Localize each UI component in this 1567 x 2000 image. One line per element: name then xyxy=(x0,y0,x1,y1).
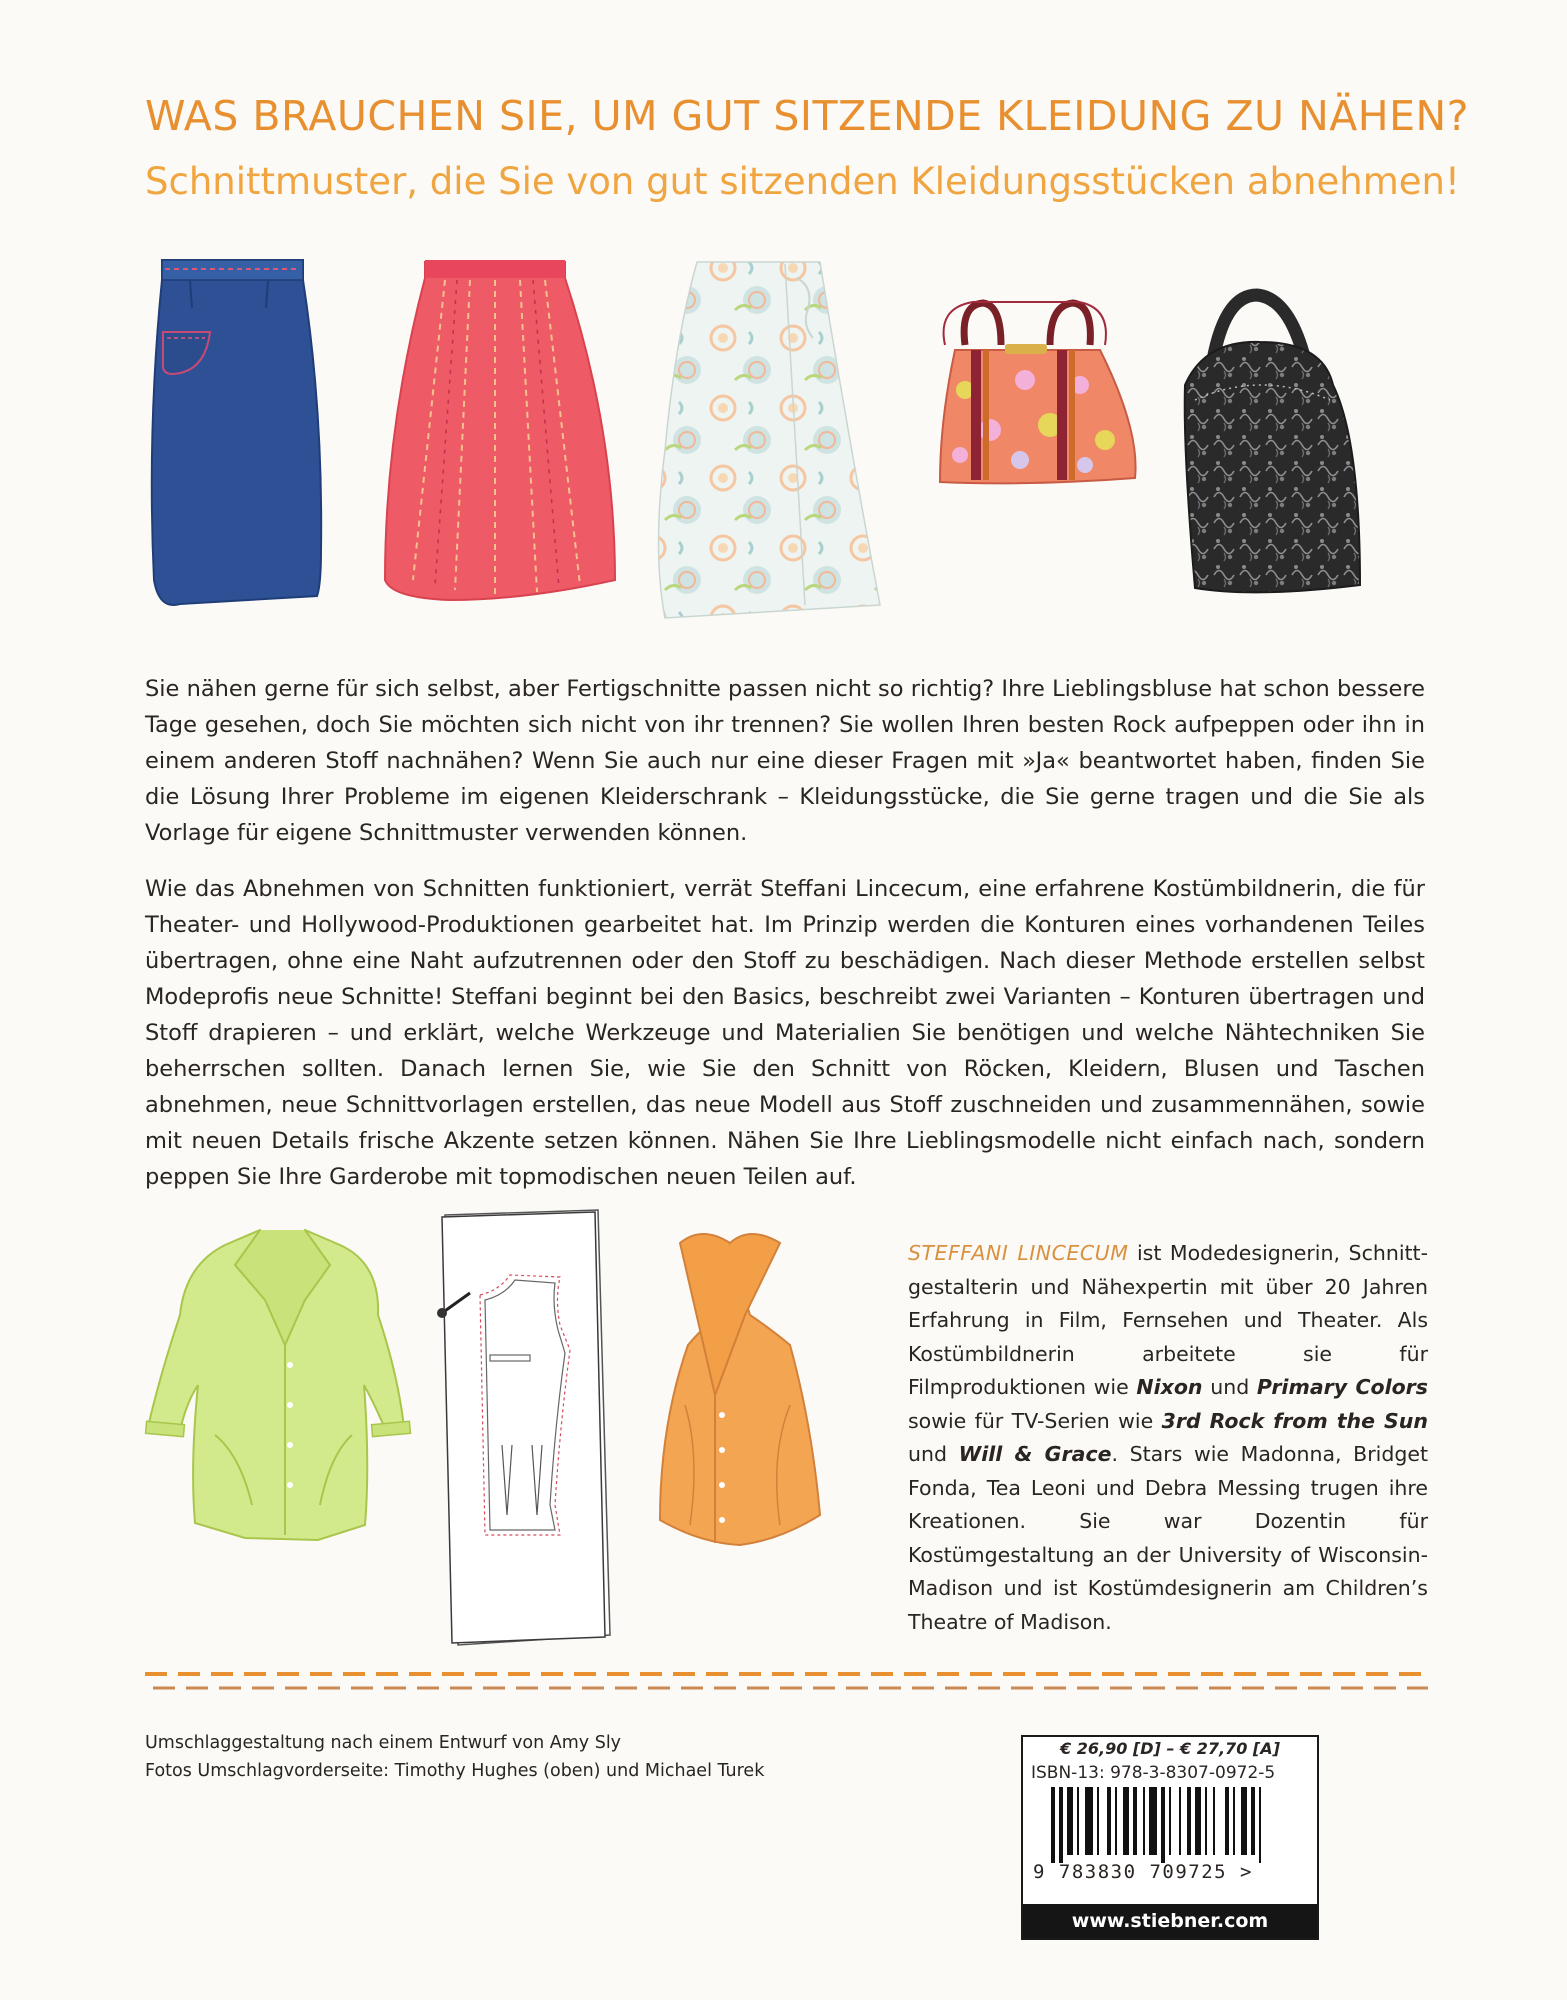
bio-text: und xyxy=(1202,1375,1257,1399)
author-bio xyxy=(908,1237,1428,1639)
barcode-bar xyxy=(1251,1787,1255,1855)
barcode-bar xyxy=(1179,1787,1181,1855)
bio-text: . Stars wie Madonna, Bridget Fonda, Tea Leoni und Debra Messing trugen ihre Kreationen. Sie war Dozentin für Kostümgestaltung an der University of Wisconsin-Madison und ist Kostümdesignerin am Children’s Theatre of Madison. xyxy=(908,1442,1429,1634)
floral-skirt-icon xyxy=(659,262,881,618)
dashed-divider xyxy=(145,1668,1428,1698)
barcode-bar xyxy=(1067,1787,1073,1855)
method-paragraph: Wie das Abnehmen von Schnitten funktioniert, verrät Steffani Lincecum, eine erfahrene Kostümbildnerin, die für Theater- und Hollywood-Produktionen gearbeitet hat. Im Prinzip werden die Konturen eines vorhandenen Teiles übertragen, ohne eine Naht aufzutrennen oder den Stoff zu beschädigen. Nach dieser Methode erstellen selbst Modeprofis neue Schnitte! Steffani beginnt bei den Basics, beschreibt zwei Varianten – Konturen übertragen und Stoff drapieren – und erklärt, welche Werkzeuge und Materialien Sie benötigen und welche Nähtechniken Sie beherrschen sollten. Danach lernen Sie, wie Sie den Schnitt von Röcken, Kleidern, Blusen und Taschen abnehmen, neue Schnittvorlagen erstellen, das neue Modell aus Stoff zuschneiden und zusammennähen, sowie mit neuen Details frische Akzente setzen können. Nähen Sie Ihre Lieblingsmodelle nicht einfach nach, sondern peppen Sie Ihre Garderobe mit topmodischen neuen Teilen auf. xyxy=(145,876,1425,1190)
barcode-bar xyxy=(1161,1787,1165,1863)
barcode-bar xyxy=(1107,1787,1111,1855)
subline: Schnittmuster, die Sie von gut sitzenden Kleidungsstücken abnehmen! xyxy=(145,160,1460,203)
film-title: Primary Colors xyxy=(1256,1375,1428,1399)
photo-credit: Fotos Umschlagvorderseite: Timothy Hughes (oben) und Michael Turek xyxy=(145,1761,765,1781)
barcode-bar xyxy=(1051,1787,1055,1863)
barcode-bar xyxy=(1259,1787,1261,1863)
top-illustrations xyxy=(145,250,1428,630)
price-label: € 26,90 [D] – € 27,70 [A] xyxy=(1060,1739,1280,1758)
barcode-bar xyxy=(1187,1787,1191,1855)
orange-halter-top-icon xyxy=(660,1234,820,1545)
barcode-bar xyxy=(1059,1787,1063,1863)
series-title: 3rd Rock from the Sun xyxy=(1161,1408,1428,1433)
barcode-icon xyxy=(1023,1787,1317,1863)
barcode-bar xyxy=(1149,1787,1157,1855)
bio-text: und xyxy=(908,1442,959,1466)
series-title: Will & Grace xyxy=(958,1442,1112,1466)
barcode-bar xyxy=(1205,1787,1207,1855)
isbn-label: ISBN-13: 978-3-8307-0972-5 xyxy=(1031,1763,1276,1783)
barcode-bar xyxy=(1123,1787,1129,1855)
barcode-box xyxy=(1021,1735,1319,1940)
barcode-bar xyxy=(1085,1787,1093,1855)
film-title: Nixon xyxy=(1136,1375,1203,1399)
barcode-bar xyxy=(1143,1787,1145,1855)
barcode-bar xyxy=(1115,1787,1117,1855)
barcode-bar xyxy=(1225,1787,1229,1855)
barcode-bar xyxy=(1169,1787,1171,1855)
denim-skirt-icon xyxy=(152,260,321,605)
black-handbag-icon xyxy=(1185,295,1360,592)
barcode-bar xyxy=(1133,1787,1137,1855)
design-credit: Umschlaggestaltung nach einem Entwurf von Amy Sly xyxy=(145,1733,622,1753)
headline: WAS BRAUCHEN SIE, UM GUT SITZENDE KLEIDUNG ZU NÄHEN? xyxy=(145,92,1469,140)
green-blouse-icon xyxy=(146,1230,411,1540)
publisher-url: www.stiebner.com xyxy=(1023,1904,1317,1938)
bio-text: sowie für TV-Serien wie xyxy=(908,1408,1162,1433)
bottom-illustrations xyxy=(140,1205,860,1665)
barcode-digits: 9 783830 709725 > xyxy=(1033,1861,1253,1883)
author-name: STEFFANI LINCECUM xyxy=(908,1241,1129,1265)
red-skirt-icon xyxy=(385,260,615,600)
barcode-bar xyxy=(1195,1787,1201,1855)
barcode-bar xyxy=(1233,1787,1235,1855)
barcode-bar xyxy=(1241,1787,1247,1855)
coral-handbag-icon xyxy=(940,302,1136,483)
barcode-bar xyxy=(1097,1787,1099,1855)
barcode-bar xyxy=(1077,1787,1079,1855)
barcode-bar xyxy=(1213,1787,1215,1855)
bio-text: ist Modedesignerin, Schnittgestalterin und Nähexpertin mit über 20 Jahren Erfahrung in Film, Fernsehen und Theater. Als Kostümbildnerin arbeitete sie für Filmproduktionen wie xyxy=(908,1241,1429,1399)
pattern-sheet-icon xyxy=(437,1210,610,1645)
intro-paragraph: Sie nähen gerne für sich selbst, aber Fertigschnitte passen nicht so richtig? Ihre Lieblingsbluse hat schon bessere Tage gesehen, doch Sie möchten sich nicht von ihr trennen? Sie wollen Ihren besten Rock aufpeppen oder ihn in einem anderen Stoff nachnähen? Wenn Sie auch nur eine dieser Fragen mit »Ja« beantwortet haben, finden Sie die Lösung Ihrer Probleme im eigenen Kleiderschrank – Kleidungsstücke, die Sie gerne tragen und die Sie als Vorlage für eigene Schnittmuster verwenden können. xyxy=(145,676,1425,846)
